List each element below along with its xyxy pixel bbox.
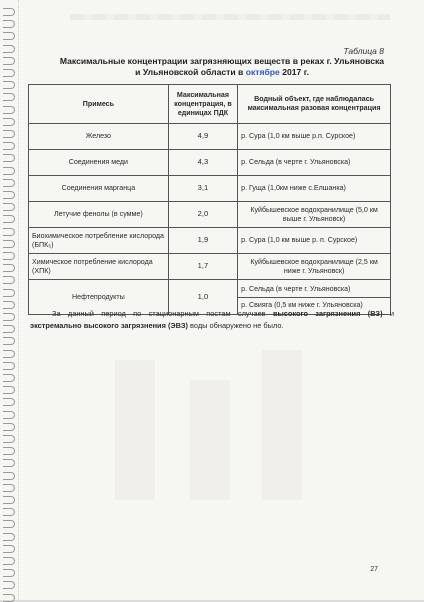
page-number: 27 — [370, 566, 378, 573]
binding-ring — [3, 69, 15, 77]
binding-ring — [3, 81, 15, 89]
title-line2-prefix: и Ульяновской области в — [135, 67, 246, 77]
binding-ring — [3, 203, 15, 211]
cell-substance: Соединения марганца — [29, 176, 169, 202]
para-part1: За данный период по стационарным постам случаев — [52, 309, 273, 318]
binding-ring — [3, 252, 15, 260]
cell-location-primary: р. Сельда (в черте г. Ульяновска) — [238, 282, 390, 298]
binding-ring — [3, 276, 15, 284]
binding-ring — [3, 20, 15, 28]
binding-ring — [3, 45, 15, 53]
binding-ring — [3, 240, 15, 248]
cell-value: 1,9 — [168, 228, 237, 254]
cell-location: Куйбышевское водохранилище (5,0 км выше г. Ульяновск) — [238, 202, 391, 228]
binding-ring — [3, 581, 15, 589]
table-row — [29, 254, 391, 280]
binding-ring — [3, 423, 15, 431]
binding-ring — [3, 142, 15, 150]
cell-substance: Летучие фенолы (в сумме) — [29, 202, 169, 228]
binding-ring — [3, 93, 15, 101]
binding-ring — [3, 557, 15, 565]
table-header-row — [29, 85, 391, 124]
binding-ring — [3, 398, 15, 406]
header-substance: Примесь — [29, 85, 169, 124]
binding-ring — [3, 154, 15, 162]
para-part2: и — [382, 309, 394, 318]
para-bold2: экстремально высокого загрязнения (ЭВЗ) — [30, 320, 188, 330]
header-water-body: Водный объект, где наблюдалась максимальная разовая концентрация — [238, 85, 391, 124]
binding-ring — [3, 520, 15, 528]
table-title — [52, 56, 392, 78]
cell-location-secondary: р. Свияга (0,5 км ниже г. Ульяновска) — [241, 300, 363, 309]
binding-ring — [3, 374, 15, 382]
binding-ring — [3, 228, 15, 236]
cell-value: 1,7 — [168, 254, 237, 280]
cell-location: Куйбышевское водохранилище (2,5 км ниже г. Ульяновск) — [238, 254, 391, 280]
bleed-through-bar — [115, 360, 155, 500]
cell-location: р. Гуща (1,0км ниже с.Елшанка) — [238, 176, 391, 202]
conclusion-paragraph — [30, 308, 394, 331]
cell-location: р. Сура (1,0 км выше р. п. Сурское) — [238, 228, 391, 254]
binding-ring — [3, 496, 15, 504]
title-line2-suffix: 2017 г. — [279, 67, 309, 77]
table-row — [29, 150, 391, 176]
cell-substance: Железо — [29, 124, 169, 150]
binding-ring — [3, 545, 15, 553]
cell-substance: Нефтепродукты — [29, 280, 169, 315]
binding-ring — [3, 215, 15, 223]
cell-substance: Соединения меди — [29, 150, 169, 176]
binding-ring — [3, 411, 15, 419]
para-part3: воды обнаружено не было. — [188, 320, 284, 330]
binding-ring — [3, 350, 15, 358]
table-row — [29, 176, 391, 202]
binding-ring — [3, 533, 15, 541]
binding-ring — [3, 484, 15, 492]
cell-value: 1,0 — [168, 280, 237, 315]
binding-ring — [3, 325, 15, 333]
cell-location: р. Сельда (в черте г. Ульяновска) — [238, 150, 391, 176]
title-month: октябре — [245, 67, 280, 77]
header-max-concentration: Максимальная концентрация, в единицах ПДК — [168, 85, 237, 124]
binding-ring — [3, 472, 15, 480]
binding-ring — [3, 362, 15, 370]
bleed-through-text — [70, 14, 390, 20]
binding-ring — [3, 57, 15, 65]
table-label: Таблица 8 — [343, 46, 384, 56]
para-bold1: высокого загрязнения (ВЗ) — [272, 309, 383, 318]
binding-ring — [3, 435, 15, 443]
table-row — [29, 124, 391, 150]
bleed-through-bar — [262, 350, 302, 500]
binding-ring — [3, 569, 15, 577]
binding-ring — [3, 8, 15, 16]
binding-ring — [3, 167, 15, 175]
binding-ring — [3, 301, 15, 309]
binding-ring — [3, 313, 15, 321]
binding-ring — [3, 386, 15, 394]
binding-ring — [3, 179, 15, 187]
spiral-binding — [0, 0, 18, 600]
cell-location: р. Сура (1,0 км выше р.п. Сурское) — [238, 124, 391, 150]
cell-value: 4,3 — [168, 150, 237, 176]
cell-value: 2,0 — [168, 202, 237, 228]
binding-ring — [3, 447, 15, 455]
binding-ring — [3, 32, 15, 40]
bleed-through-bar — [190, 380, 230, 500]
binding-ring — [3, 130, 15, 138]
binding-ring — [3, 594, 15, 602]
binding-ring — [3, 118, 15, 126]
cell-substance: Химическое потребление кислорода (ХПК) — [29, 254, 169, 280]
binding-ring — [3, 191, 15, 199]
binding-ring — [3, 264, 15, 272]
table-row — [29, 202, 391, 228]
cell-value: 4,9 — [168, 124, 237, 150]
binding-ring — [3, 508, 15, 516]
binding-ring — [3, 106, 15, 114]
pollutants-table — [28, 84, 391, 315]
cell-substance: Биохимическое потребление кислорода (БПК₅) — [29, 228, 169, 254]
table-row — [29, 228, 391, 254]
binding-ring — [3, 337, 15, 345]
title-line1: Максимальные концентрации загрязняющих веществ в реках г. Ульяновска — [59, 56, 385, 66]
binding-holes — [18, 0, 23, 600]
binding-ring — [3, 459, 15, 467]
binding-ring — [3, 289, 15, 297]
cell-value: 3,1 — [168, 176, 237, 202]
